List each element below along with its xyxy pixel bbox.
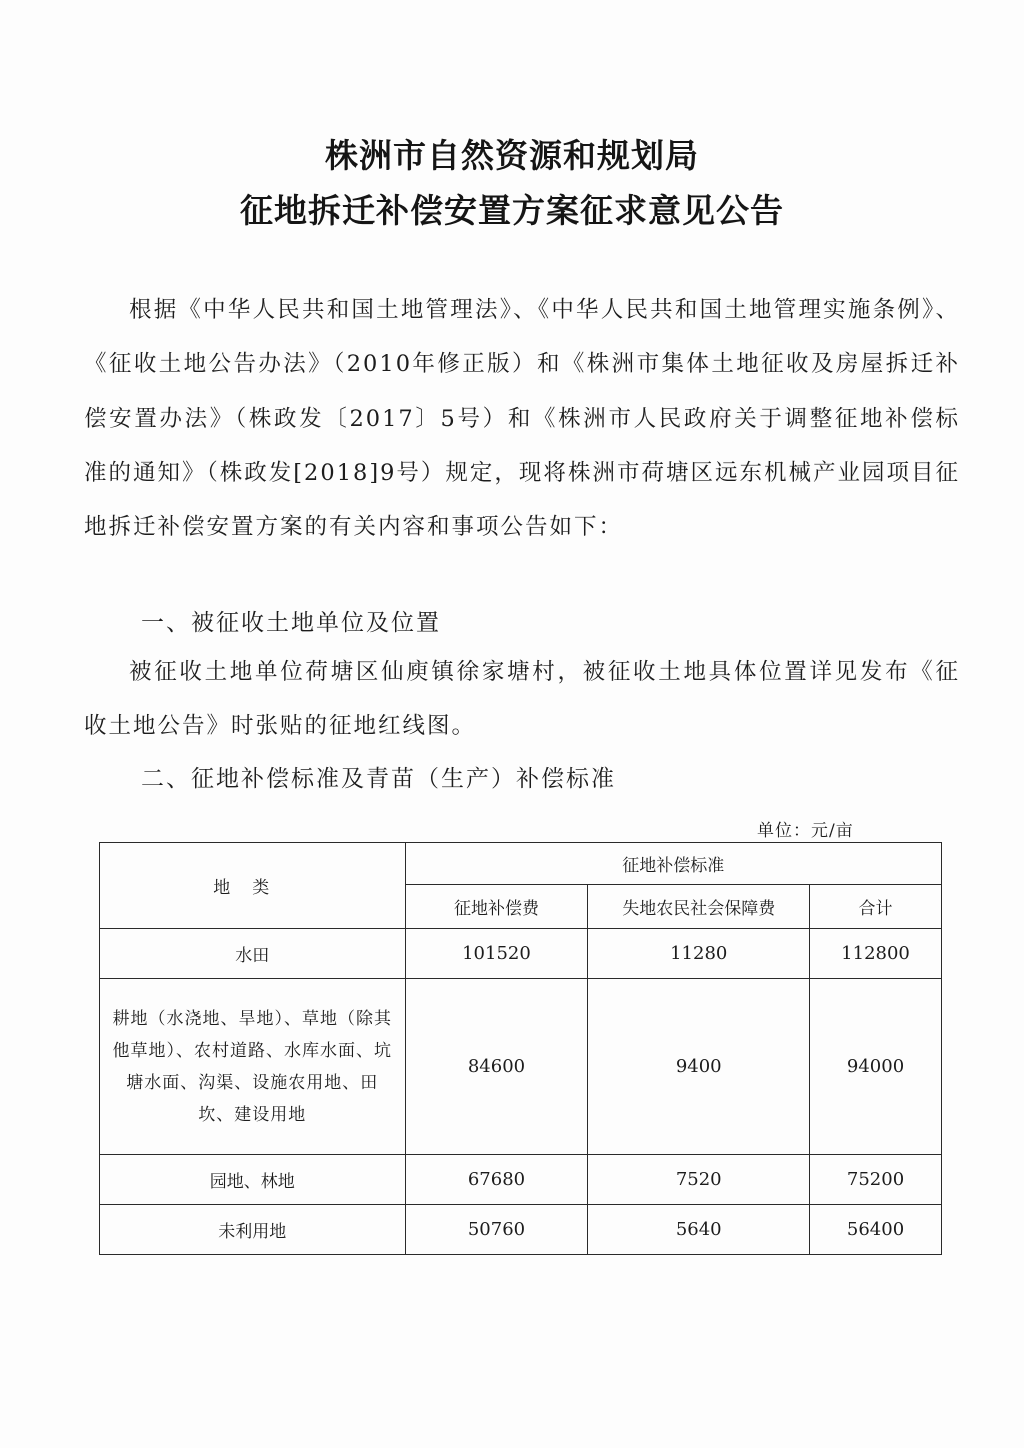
cell-compensation: 50760 (405, 1205, 588, 1255)
table-header-row (100, 843, 942, 885)
cell-social-security: 7520 (588, 1155, 810, 1205)
table-row (100, 979, 942, 1155)
cell-compensation: 101520 (405, 929, 588, 979)
cell-total: 112800 (810, 929, 942, 979)
cell-social-security: 9400 (588, 979, 810, 1155)
cell-compensation: 67680 (405, 1155, 588, 1205)
cell-landtype: 园地、林地 (100, 1155, 406, 1205)
section1-body: 被征收土地单位荷塘区仙庾镇徐家塘村，被征收土地具体位置详见发布《征收土地公告》时张贴的征地红线图。 (84, 659, 960, 740)
notice-title-line2: 征地拆迁补偿安置方案征求意见公告 (240, 191, 784, 230)
cell-social-security: 11280 (588, 929, 810, 979)
table-row (100, 1155, 942, 1205)
header-landtype: 地类 (100, 843, 406, 929)
cell-total: 75200 (810, 1155, 942, 1205)
notice-title-line1: 株洲市自然资源和规划局 (325, 136, 699, 175)
header-compensation-fee: 征地补偿费 (405, 885, 588, 929)
unit-label: 单位：元/亩 (757, 821, 854, 841)
table-row (100, 1205, 942, 1255)
cell-landtype: 耕地（水浇地、旱地）、草地（除其他草地）、农村道路、水库水面、坑塘水面、沟渠、设施农用地、田坎、建设用地 (100, 979, 406, 1155)
cell-total: 94000 (810, 979, 942, 1155)
header-compensation-standard: 征地补偿标准 (405, 843, 941, 885)
header-total: 合计 (810, 885, 942, 929)
header-social-security-fee: 失地农民社会保障费 (588, 885, 810, 929)
cell-compensation: 84600 (405, 979, 588, 1155)
section1-heading: 一、被征收土地单位及位置 (141, 610, 441, 636)
cell-social-security: 5640 (588, 1205, 810, 1255)
table-row (100, 929, 942, 979)
intro-paragraph: 根据《中华人民共和国土地管理法》、《中华人民共和国土地管理实施条例》、《征收土地公告办法》（2010年修正版）和《株洲市集体土地征收及房屋拆迁补偿安置办法》（株政发〔2017〕5号）和《株洲市人民政府关于调整征地补偿标准的通知》（株政发[2018]9号）规定，现将株洲市荷塘区远东机械产业园项目征地拆迁补偿安置方案的有关内容和事项公告如下： (84, 297, 960, 541)
cell-landtype: 水田 (100, 929, 406, 979)
section2-heading: 二、征地补偿标准及青苗（生产）补偿标准 (141, 766, 616, 792)
cell-landtype: 未利用地 (100, 1205, 406, 1255)
compensation-table (99, 842, 942, 1255)
cell-total: 56400 (810, 1205, 942, 1255)
